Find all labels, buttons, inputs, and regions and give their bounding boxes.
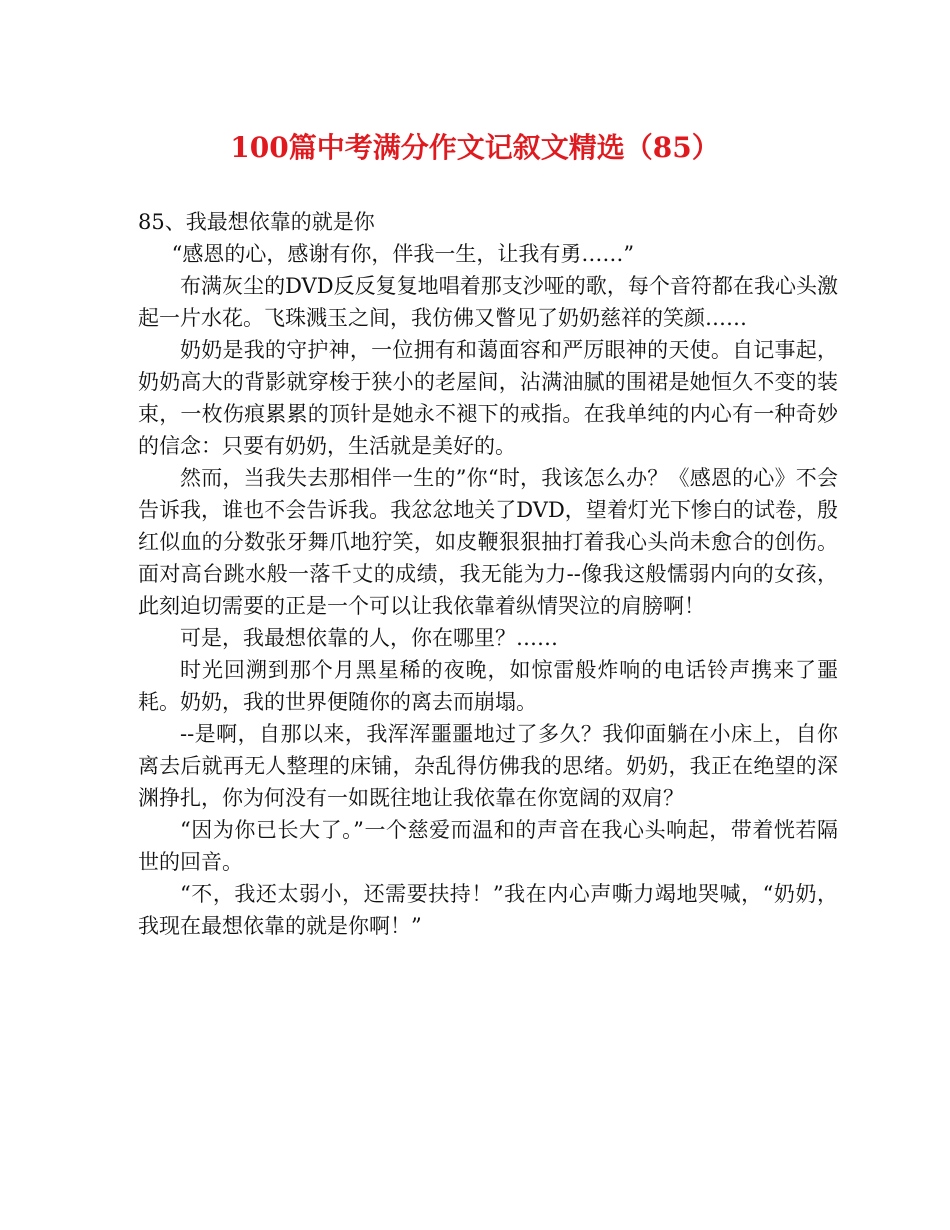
paragraph-9: “不，我还太弱小，还需要扶持！”我在内心声嘶力竭地哭喊，“奶奶，我现在最想依靠的就是你啊！”	[138, 882, 838, 938]
paragraph-6: 时光回溯到那个月黑星稀的夜晚，如惊雷般炸响的电话铃声携来了噩耗。奶奶，我的世界便随你的离去而崩塌。	[138, 658, 838, 714]
paragraph-8: “因为你已长大了。”一个慈爱而温和的声音在我心头响起，带着恍若隔世的回音。	[138, 818, 838, 874]
paragraph-2: 布满灰尘的DVD反反复复地唱着那支沙哑的歌，每个音符都在我心头激起一片水花。飞珠溅玉之间，我仿佛又瞥见了奶奶慈祥的笑颜……	[138, 274, 838, 330]
document-body	[138, 206, 838, 942]
paragraph-1: “感恩的心，感谢有你，伴我一生，让我有勇……”	[171, 242, 635, 266]
document-title: 100篇中考满分作文记叙文精选（85）	[230, 131, 720, 164]
paragraph-5: 可是，我最想依靠的人，你在哪里？……	[180, 626, 558, 650]
paragraph-7: --是啊，自那以来，我浑浑噩噩地过了多久？我仰面躺在小床上，自你离去后就再无人整理的床铺，杂乱得仿佛我的思绪。奶奶，我正在绝望的深渊挣扎，你为何没有一如既往地让我依靠在你宽阔的双肩？	[138, 722, 838, 810]
essay-heading: 85、我最想依靠的就是你	[138, 210, 375, 234]
paragraph-4: 然而，当我失去那相伴一生的”你“时，我该怎么办？《感恩的心》不会告诉我，谁也不会告诉我。我忿忿地关了DVD，望着灯光下惨白的试卷，殷红似血的分数张牙舞爪地狞笑，如皮鞭狠狠抽打着我心头尚未愈合的创伤。面对高台跳水般一落千丈的成绩，我无能为力--像我这般懦弱内向的女孩，此刻迫切需要的正是一个可以让我依靠着纵情哭泣的肩膀啊！	[138, 466, 838, 618]
paragraph-3: 奶奶是我的守护神，一位拥有和蔼面容和严厉眼神的天使。自记事起，奶奶高大的背影就穿梭于狭小的老屋间，沾满油腻的围裙是她恒久不变的装束，一枚伤痕累累的顶针是她永不褪下的戒指。在我单纯的内心有一种奇妙的信念：只要有奶奶，生活就是美好的。	[138, 338, 838, 458]
